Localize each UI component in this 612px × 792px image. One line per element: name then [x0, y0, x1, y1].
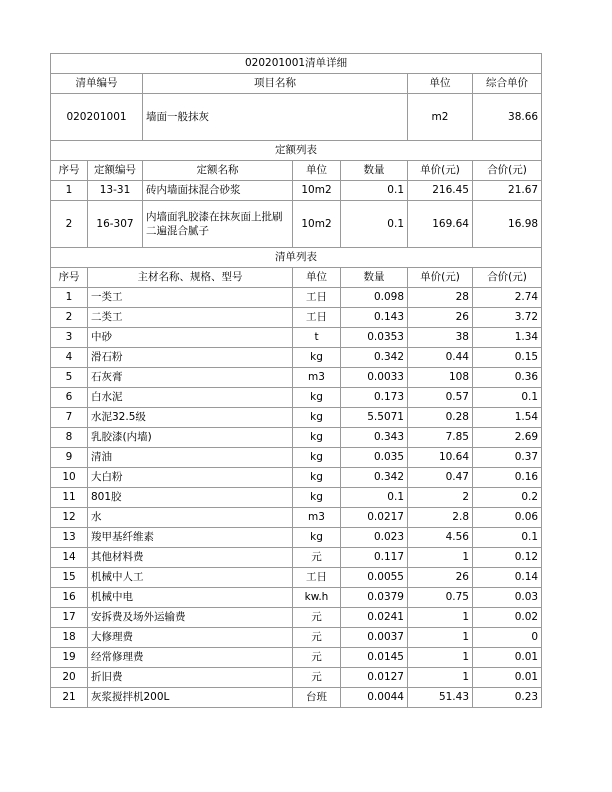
material-price: 1: [408, 628, 473, 648]
material-unit: kg: [293, 428, 341, 448]
header-price-label: 综合单价: [473, 74, 542, 94]
material-qty: 0.1: [341, 488, 408, 508]
material-row: [51, 608, 542, 628]
material-price: 1: [408, 548, 473, 568]
material-unit: 元: [293, 608, 341, 628]
material-price: 0.44: [408, 348, 473, 368]
material-unit: t: [293, 328, 341, 348]
material-row: [51, 328, 542, 348]
quota-total: 21.67: [473, 181, 542, 201]
material-row: [51, 368, 542, 388]
quota-unit: 10m2: [293, 181, 341, 201]
material-unit: 台班: [293, 688, 341, 708]
material-unit: kg: [293, 388, 341, 408]
material-price: 0.57: [408, 388, 473, 408]
material-no: 11: [51, 488, 88, 508]
material-total: 0.15: [473, 348, 542, 368]
material-row: [51, 548, 542, 568]
material-unit: 元: [293, 668, 341, 688]
material-row: [51, 688, 542, 708]
material-qty: 0.342: [341, 468, 408, 488]
material-no: 14: [51, 548, 88, 568]
material-total: 1.34: [473, 328, 542, 348]
quota-qty: 0.1: [341, 201, 408, 248]
quota-qty: 0.1: [341, 181, 408, 201]
material-row: [51, 668, 542, 688]
material-total: 0.01: [473, 668, 542, 688]
quota-col-price: 单价(元): [408, 161, 473, 181]
material-name: 中砂: [88, 328, 293, 348]
material-name: 石灰膏: [88, 368, 293, 388]
material-no: 6: [51, 388, 88, 408]
material-row: [51, 348, 542, 368]
material-unit: kg: [293, 488, 341, 508]
material-no: 12: [51, 508, 88, 528]
material-qty: 0.0353: [341, 328, 408, 348]
material-name: 安拆费及场外运输费: [88, 608, 293, 628]
material-price: 7.85: [408, 428, 473, 448]
material-unit: kg: [293, 408, 341, 428]
materials-col-qty: 数量: [341, 268, 408, 288]
material-unit: m3: [293, 508, 341, 528]
material-name: 乳胶漆(内墙): [88, 428, 293, 448]
material-name: 白水泥: [88, 388, 293, 408]
material-price: 1: [408, 668, 473, 688]
material-qty: 0.0379: [341, 588, 408, 608]
material-name: 清油: [88, 448, 293, 468]
material-name: 灰浆搅拌机200L: [88, 688, 293, 708]
header-name: 墙面一般抹灰: [143, 94, 408, 141]
material-price: 0.75: [408, 588, 473, 608]
material-name: 折旧费: [88, 668, 293, 688]
material-unit: kg: [293, 468, 341, 488]
material-unit: kw.h: [293, 588, 341, 608]
material-qty: 0.0044: [341, 688, 408, 708]
materials-col-name: 主材名称、规格、型号: [88, 268, 293, 288]
material-row: [51, 288, 542, 308]
material-unit: m3: [293, 368, 341, 388]
materials-col-price: 单价(元): [408, 268, 473, 288]
material-unit: 工日: [293, 308, 341, 328]
material-no: 13: [51, 528, 88, 548]
material-name: 滑石粉: [88, 348, 293, 368]
material-price: 51.43: [408, 688, 473, 708]
material-total: 0.06: [473, 508, 542, 528]
material-qty: 0.023: [341, 528, 408, 548]
quota-code: 16-307: [88, 201, 143, 248]
material-total: 0.16: [473, 468, 542, 488]
quota-col-qty: 数量: [341, 161, 408, 181]
header-name-label: 项目名称: [143, 74, 408, 94]
material-price: 1: [408, 608, 473, 628]
material-price: 0.28: [408, 408, 473, 428]
material-name: 大白粉: [88, 468, 293, 488]
material-price: 10.64: [408, 448, 473, 468]
material-price: 2: [408, 488, 473, 508]
quota-col-unit: 单位: [293, 161, 341, 181]
material-unit: 元: [293, 548, 341, 568]
material-qty: 0.342: [341, 348, 408, 368]
material-no: 3: [51, 328, 88, 348]
material-unit: 元: [293, 628, 341, 648]
material-no: 4: [51, 348, 88, 368]
material-total: 0.14: [473, 568, 542, 588]
material-total: 0.36: [473, 368, 542, 388]
material-name: 一类工: [88, 288, 293, 308]
material-price: 26: [408, 568, 473, 588]
material-name: 大修理费: [88, 628, 293, 648]
material-row: [51, 408, 542, 428]
header-price: 38.66: [473, 94, 542, 141]
quota-row: [51, 201, 542, 248]
material-qty: 0.0145: [341, 648, 408, 668]
material-no: 9: [51, 448, 88, 468]
material-name: 水: [88, 508, 293, 528]
material-row: [51, 448, 542, 468]
materials-col-no: 序号: [51, 268, 88, 288]
material-qty: 0.143: [341, 308, 408, 328]
quota-col-name: 定额名称: [143, 161, 293, 181]
material-unit: 工日: [293, 288, 341, 308]
quota-name: 内墙面乳胶漆在抹灰面上批刷二遍混合腻子: [143, 201, 293, 248]
header-code-label: 清单编号: [51, 74, 143, 94]
material-name: 机械中人工: [88, 568, 293, 588]
material-name: 羧甲基纤维素: [88, 528, 293, 548]
material-row: [51, 468, 542, 488]
material-unit: 元: [293, 648, 341, 668]
material-no: 15: [51, 568, 88, 588]
material-total: 2.69: [473, 428, 542, 448]
material-price: 4.56: [408, 528, 473, 548]
quota-col-no: 序号: [51, 161, 88, 181]
material-qty: 0.0055: [341, 568, 408, 588]
header-unit: m2: [408, 94, 473, 141]
material-name: 801胶: [88, 488, 293, 508]
quota-code: 13-31: [88, 181, 143, 201]
material-no: 5: [51, 368, 88, 388]
material-no: 2: [51, 308, 88, 328]
material-no: 1: [51, 288, 88, 308]
header-unit-label: 单位: [408, 74, 473, 94]
quota-price: 169.64: [408, 201, 473, 248]
material-total: 0.12: [473, 548, 542, 568]
material-name: 机械中电: [88, 588, 293, 608]
material-unit: kg: [293, 528, 341, 548]
material-price: 108: [408, 368, 473, 388]
quota-section-title: 定额列表: [51, 141, 542, 161]
quota-total: 16.98: [473, 201, 542, 248]
quota-no: 1: [51, 181, 88, 201]
material-no: 19: [51, 648, 88, 668]
material-total: 0.37: [473, 448, 542, 468]
material-no: 20: [51, 668, 88, 688]
material-qty: 0.0037: [341, 628, 408, 648]
material-no: 17: [51, 608, 88, 628]
material-no: 10: [51, 468, 88, 488]
material-row: [51, 488, 542, 508]
material-total: 0.03: [473, 588, 542, 608]
material-total: 0.01: [473, 648, 542, 668]
material-qty: 0.117: [341, 548, 408, 568]
material-total: 1.54: [473, 408, 542, 428]
material-qty: 0.035: [341, 448, 408, 468]
materials-section-title: 清单列表: [51, 248, 542, 268]
header-code: 020201001: [51, 94, 143, 141]
quota-no: 2: [51, 201, 88, 248]
material-total: 0.1: [473, 528, 542, 548]
material-row: [51, 428, 542, 448]
material-total: 0.2: [473, 488, 542, 508]
quota-price: 216.45: [408, 181, 473, 201]
material-price: 1: [408, 648, 473, 668]
material-unit: 工日: [293, 568, 341, 588]
table-title: 020201001清单详细: [51, 54, 542, 74]
material-total: 2.74: [473, 288, 542, 308]
material-row: [51, 508, 542, 528]
material-name: 二类工: [88, 308, 293, 328]
material-unit: kg: [293, 448, 341, 468]
materials-column-headers: [51, 268, 542, 288]
material-name: 其他材料费: [88, 548, 293, 568]
material-price: 2.8: [408, 508, 473, 528]
material-qty: 0.0241: [341, 608, 408, 628]
quota-column-headers: [51, 161, 542, 181]
material-total: 0.1: [473, 388, 542, 408]
material-qty: 0.098: [341, 288, 408, 308]
material-price: 28: [408, 288, 473, 308]
material-total: 0: [473, 628, 542, 648]
material-row: [51, 568, 542, 588]
material-price: 0.47: [408, 468, 473, 488]
material-qty: 0.173: [341, 388, 408, 408]
material-row: [51, 528, 542, 548]
material-row: [51, 588, 542, 608]
material-total: 0.23: [473, 688, 542, 708]
material-qty: 0.0217: [341, 508, 408, 528]
materials-col-total: 合价(元): [473, 268, 542, 288]
material-name: 水泥32.5级: [88, 408, 293, 428]
quota-unit: 10m2: [293, 201, 341, 248]
material-row: [51, 308, 542, 328]
material-qty: 5.5071: [341, 408, 408, 428]
material-total: 0.02: [473, 608, 542, 628]
quota-row: [51, 181, 542, 201]
material-unit: kg: [293, 348, 341, 368]
material-qty: 0.0033: [341, 368, 408, 388]
material-no: 21: [51, 688, 88, 708]
material-no: 18: [51, 628, 88, 648]
quota-name: 砖内墙面抹混合砂浆: [143, 181, 293, 201]
material-price: 38: [408, 328, 473, 348]
detail-table: [50, 53, 542, 708]
material-no: 8: [51, 428, 88, 448]
material-no: 16: [51, 588, 88, 608]
material-row: [51, 628, 542, 648]
quota-col-code: 定额编号: [88, 161, 143, 181]
material-price: 26: [408, 308, 473, 328]
material-qty: 0.0127: [341, 668, 408, 688]
material-name: 经常修理费: [88, 648, 293, 668]
material-qty: 0.343: [341, 428, 408, 448]
material-row: [51, 648, 542, 668]
material-total: 3.72: [473, 308, 542, 328]
material-row: [51, 388, 542, 408]
quota-col-total: 合价(元): [473, 161, 542, 181]
material-no: 7: [51, 408, 88, 428]
materials-col-unit: 单位: [293, 268, 341, 288]
